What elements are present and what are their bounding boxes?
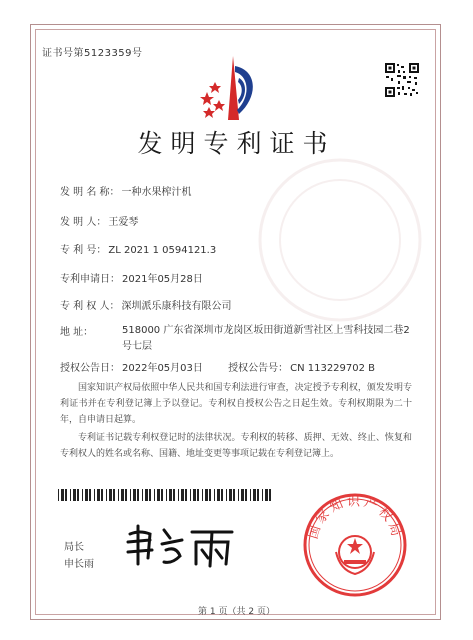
grant-row xyxy=(60,359,375,374)
filing-date-row xyxy=(60,270,203,285)
certificate-title: 发明专利证书 xyxy=(137,129,336,158)
address-label: 地 址： xyxy=(60,327,94,338)
inventor-label: 发 明 人： xyxy=(60,217,107,228)
patentee-row xyxy=(60,297,232,312)
signatory-name: 申长雨 xyxy=(64,559,94,570)
grant-number-label: 授权公告号： xyxy=(228,363,289,374)
barcode-icon xyxy=(58,489,272,501)
grant-date-value: 2022年05月03日 xyxy=(122,363,203,374)
invention-name-label: 发 明 名 称： xyxy=(60,187,120,198)
paragraph-grant-statement: 国家知识产权局依照中华人民共和国专利法进行审查，决定授予专利权，颁发发明专利证书并在专利登记簿上予以登记。专利权自授权公告之日起生效。专利权期限为二十年，自申请日起算。 xyxy=(60,383,412,425)
cnipa-logo-icon xyxy=(195,52,275,122)
patent-number-row xyxy=(60,241,216,256)
filing-date-value: 2021年05月28日 xyxy=(122,274,203,285)
paragraph-legal-status: 专利证书记载专利权登记时的法律状况。专利权的转移、质押、无效、终止、恢复和专利权人的姓名或名称、国籍、地址变更等事项记载在专利登记簿上。 xyxy=(60,433,412,459)
inventor-row xyxy=(60,213,138,228)
grant-date-label: 授权公告日： xyxy=(60,363,120,374)
inventor-value: 王爱琴 xyxy=(108,217,139,228)
invention-name-value: 一种水果榨汁机 xyxy=(121,187,192,198)
patent-number-label: 专 利 号： xyxy=(60,245,107,256)
page-footer: 第 1 页（共 2 页） xyxy=(198,607,275,617)
patent-number-value: ZL 2021 1 0594121.3 xyxy=(108,245,217,256)
svg-text:国家知识产权局 xyxy=(306,494,404,541)
patentee-value: 深圳派乐康科技有限公司 xyxy=(121,301,232,312)
qr-code-icon xyxy=(384,62,420,98)
director-signature-icon xyxy=(120,512,250,572)
patentee-label: 专 利 权 人： xyxy=(60,301,120,312)
certificate-number: 证书号第5123359号 xyxy=(42,48,143,59)
address-row xyxy=(60,323,410,352)
seal-text: 国家知识产权局 xyxy=(305,494,405,541)
address-value: 518000 广东省深圳市龙岗区坂田街道新雪社区上雪科技园二巷2号七层 xyxy=(122,325,410,352)
signatory-role: 局长 xyxy=(64,542,84,553)
watermark-icon xyxy=(250,150,430,330)
national-ip-office-seal-icon xyxy=(300,490,410,600)
filing-date-label: 专利申请日： xyxy=(60,274,120,285)
invention-name-row xyxy=(60,183,192,198)
grant-number-value: CN 113229702 B xyxy=(290,363,376,374)
